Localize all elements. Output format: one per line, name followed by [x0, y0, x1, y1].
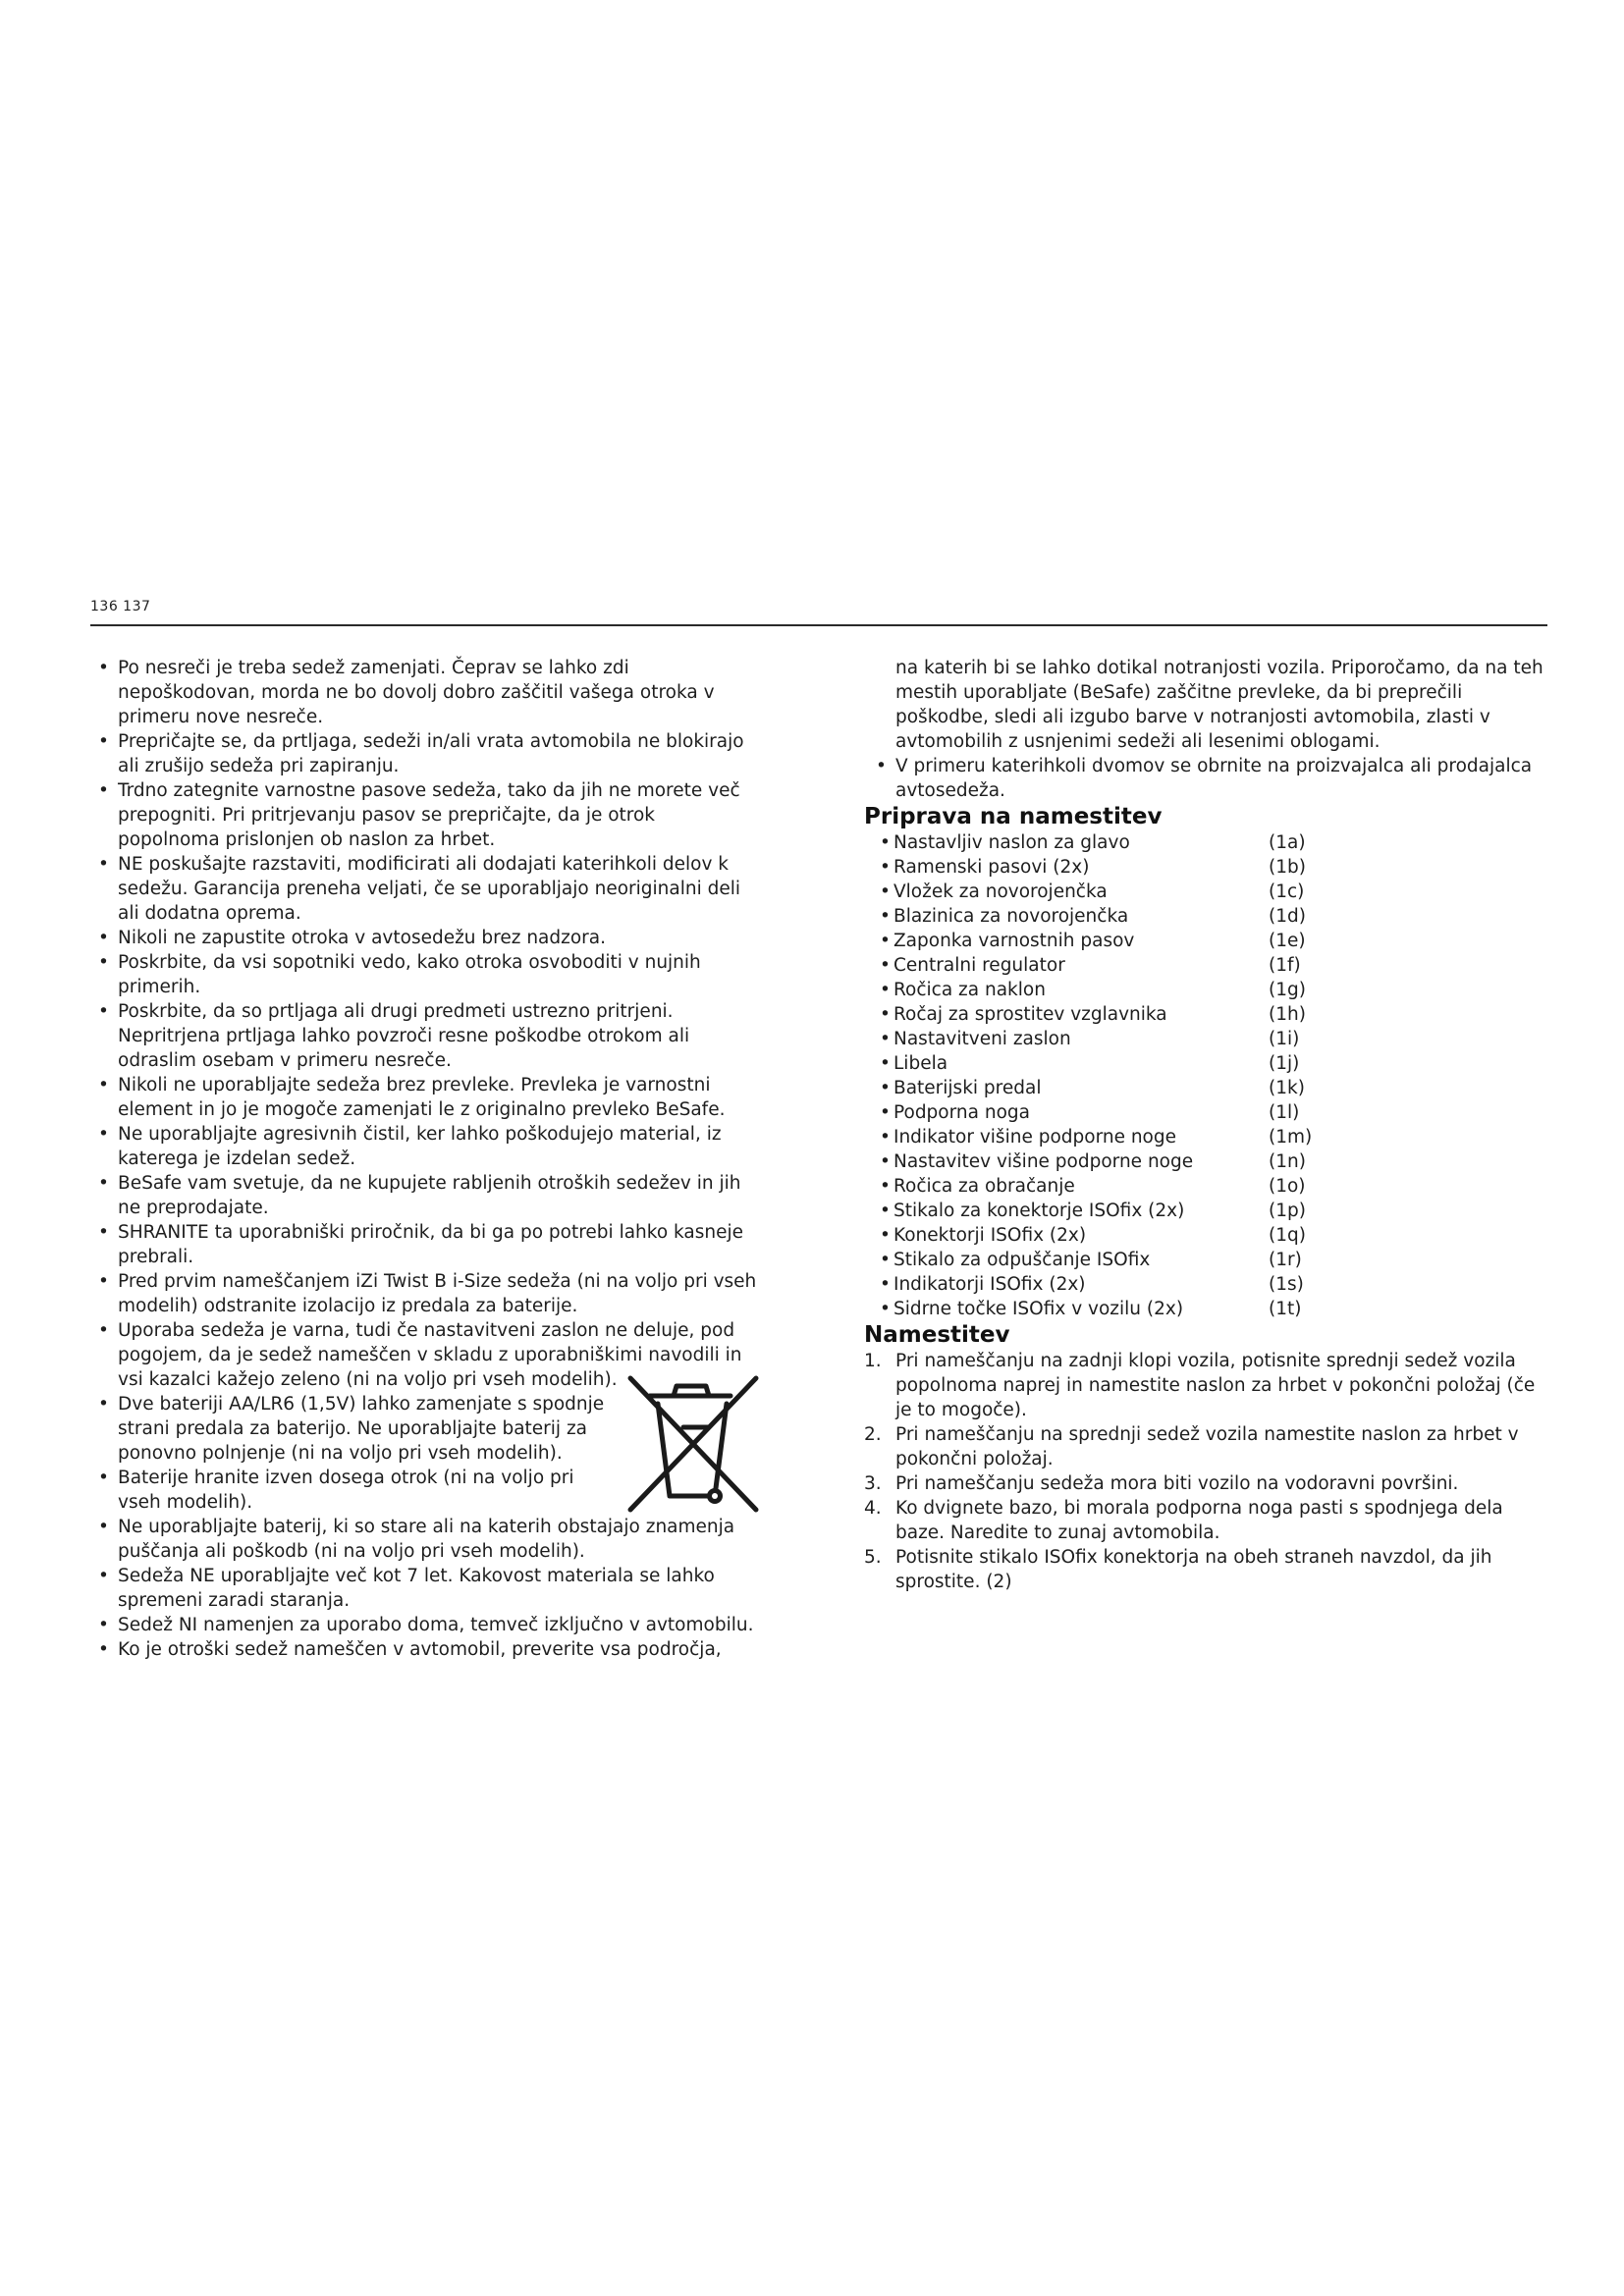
part-item — [880, 880, 1551, 904]
part-code: (1h) — [1269, 1004, 1306, 1025]
installation-heading: Namestitev — [864, 1322, 1010, 1348]
part-code: (1m) — [1269, 1127, 1313, 1148]
part-name: Stikalo za odpuščanje ISOfix — [893, 1250, 1151, 1270]
warning-item: • V primeru katerihkoli dvomov se obrnite na proizvajalca ali prodajalca avtosedeža. — [874, 754, 1551, 803]
part-name: Ročica za obračanje — [893, 1176, 1075, 1197]
part-item — [880, 830, 1551, 855]
step-text: Pri nameščanju sedeža mora biti vozilo na vodoravni površini. — [895, 1473, 1459, 1494]
part-item — [880, 904, 1551, 929]
part-name: Libela — [893, 1053, 948, 1074]
installation-steps — [864, 1349, 1551, 1594]
warning-item: • Baterije hranite izven dosega otrok (ni na voljo pri vseh modelih). — [96, 1466, 760, 1515]
part-name: Zaponka varnostnih pasov — [893, 931, 1135, 951]
warning-item: • Ko je otroški sedež nameščen v avtomobil, preverite vsa področja, — [96, 1637, 760, 1662]
part-code: (1q) — [1269, 1225, 1306, 1246]
part-item — [880, 1297, 1551, 1321]
part-code: (1i) — [1269, 1029, 1300, 1049]
part-code: (1j) — [1269, 1053, 1300, 1074]
part-name: Podporna noga — [893, 1102, 1030, 1123]
warning-item: • NE poskušajte razstaviti, modificirati ali dodajati katerihkoli delov k sedežu. Garancija preneha veljati, če se uporabljajo neoriginalni deli ali dodatna oprema. — [96, 852, 760, 926]
step-item — [864, 1545, 1551, 1594]
warning-item: • Nikoli ne zapustite otroka v avtosedežu brez nadzora. — [96, 926, 760, 950]
step-number: 3. — [864, 1473, 882, 1494]
part-name: Ramenski pasovi (2x) — [893, 857, 1090, 878]
part-code: (1b) — [1269, 857, 1306, 878]
step-item — [864, 1496, 1551, 1545]
part-item — [880, 1248, 1551, 1272]
part-name: Vložek za novorojenčka — [893, 881, 1108, 902]
part-code: (1p) — [1269, 1201, 1306, 1221]
left-column — [96, 656, 760, 1662]
warning-item: • Pred prvim nameščanjem iZi Twist B i-Size sedeža (ni na voljo pri vseh modelih) odstranite izolacijo iz predala za baterije. — [96, 1269, 760, 1318]
part-name: Indikatorji ISOfix (2x) — [893, 1274, 1086, 1295]
step-item — [864, 1471, 1551, 1496]
part-code: (1a) — [1269, 832, 1306, 853]
part-item — [880, 1002, 1551, 1027]
warning-item: • Ne uporabljajte baterij, ki so stare ali na katerih obstajajo znamenja puščanja ali poškodb (ni na voljo pri vseh modelih). — [96, 1515, 760, 1564]
warning-item: • BeSafe vam svetuje, da ne kupujete rabljenih otroških sedežev in jih ne preprodajate. — [96, 1171, 760, 1220]
part-item — [880, 855, 1551, 880]
part-code: (1e) — [1269, 931, 1306, 951]
header-rule — [90, 624, 1547, 626]
step-text: Potisnite stikalo ISOfix konektorja na obeh straneh navzdol, da jih sprostite. (2) — [895, 1547, 1492, 1592]
step-text: Pri nameščanju na zadnji klopi vozila, potisnite sprednji sedež vozila popolnoma naprej in namestite naslon za hrbet v pokončni položaj (če je to mogoče). — [895, 1351, 1536, 1420]
part-item — [880, 1076, 1551, 1100]
part-name: Nastavitev višine podporne noge — [893, 1151, 1194, 1172]
part-item — [880, 1100, 1551, 1125]
warning-item: • Ne uporabljajte agresivnih čistil, ker lahko poškodujejo material, iz katerega je izdelan sedež. — [96, 1122, 760, 1171]
part-item — [880, 929, 1551, 953]
page-number: 136 137 — [90, 599, 151, 614]
warning-item: • Poskrbite, da vsi sopotniki vedo, kako otroka osvoboditi v nujnih primerih. — [96, 950, 760, 999]
part-code: (1n) — [1269, 1151, 1306, 1172]
part-name: Indikator višine podporne noge — [893, 1127, 1177, 1148]
preparation-heading: Priprava na namestitev — [864, 804, 1163, 829]
warning-item: • Nikoli ne uporabljajte sedeža brez prevleke. Prevleka je varnostni element in jo je mogoče zamenjati le z originalno prevleko BeSafe. — [96, 1073, 760, 1122]
step-text: Pri nameščanju na sprednji sedež vozila namestite naslon za hrbet v pokončni položaj. — [895, 1424, 1519, 1469]
warning-item: • Prepričajte se, da prtljaga, sedeži in/ali vrata avtomobila ne blokirajo ali zrušijo sedeža pri zapiranju. — [96, 729, 760, 778]
part-item — [880, 953, 1551, 978]
part-item — [880, 978, 1551, 1002]
warning-item: • Po nesreči je treba sedež zamenjati. Čeprav se lahko zdi nepoškodovan, morda ne bo dovolj dobro zaščitil vašega otroka v primeru nove nesreče. — [96, 656, 760, 729]
warning-item: • SHRANITE ta uporabniški priročnik, da bi ga po potrebi lahko kasneje prebrali. — [96, 1220, 760, 1269]
step-item — [864, 1422, 1551, 1471]
warning-item: • Sedeža NE uporabljajte več kot 7 let. Kakovost materiala se lahko spremeni zaradi staranja. — [96, 1564, 760, 1613]
step-item — [864, 1349, 1551, 1422]
part-code: (1f) — [1269, 955, 1301, 976]
part-item — [880, 1051, 1551, 1076]
part-code: (1c) — [1269, 881, 1305, 902]
part-name: Nastavitveni zaslon — [893, 1029, 1071, 1049]
part-name: Ročica za naklon — [893, 980, 1046, 1000]
part-name: Nastavljiv naslon za glavo — [893, 832, 1130, 853]
part-code: (1r) — [1269, 1250, 1302, 1270]
part-item — [880, 1174, 1551, 1199]
part-item — [880, 1272, 1551, 1297]
continuation-bullets — [874, 754, 1551, 803]
continuation-block — [895, 656, 1551, 754]
step-number: 2. — [864, 1424, 882, 1445]
part-code: (1d) — [1269, 906, 1306, 927]
part-code: (1l) — [1269, 1102, 1300, 1123]
part-item — [880, 1027, 1551, 1051]
warning-item: • Trdno zategnite varnostne pasove sedeža, tako da jih ne morete več prepogniti. Pri pritrjevanju pasov se prepričajte, da je otrok popolnoma prislonjen ob naslon za hrbet. — [96, 778, 760, 852]
part-name: Blazinica za novorojenčka — [893, 906, 1129, 927]
part-name: Konektorji ISOfix (2x) — [893, 1225, 1087, 1246]
part-item — [880, 1125, 1551, 1149]
step-number: 1. — [864, 1351, 882, 1371]
continuation-text: na katerih bi se lahko dotikal notranjosti vozila. Priporočamo, da na teh mestih uporabljate (BeSafe) zaščitne prevleke, da bi preprečili poškodbe, sledi ali izgubo barve v notranjosti avtomobila, zlasti v avtomobilih z usnjenimi sedeži ali lesenimi oblogami. — [895, 658, 1543, 752]
part-name: Stikalo za konektorje ISOfix (2x) — [893, 1201, 1185, 1221]
step-text: Ko dvignete bazo, bi morala podporna noga pasti s spodnjega dela baze. Naredite to zunaj avtomobila. — [895, 1498, 1503, 1543]
warning-item: • Dve bateriji AA/LR6 (1,5V) lahko zamenjate s spodnje strani predala za baterijo. Ne uporabljajte baterij za ponovno polnjenje (ni na voljo pri vseh modelih). — [96, 1392, 760, 1466]
part-item — [880, 1223, 1551, 1248]
safety-warnings-list — [96, 656, 760, 1662]
step-number: 5. — [864, 1547, 882, 1568]
parts-list — [864, 830, 1551, 1321]
part-code: (1o) — [1269, 1176, 1306, 1197]
part-code: (1s) — [1269, 1274, 1304, 1295]
part-name: Centralni regulator — [893, 955, 1065, 976]
part-code: (1t) — [1269, 1299, 1302, 1319]
warning-item: • Poskrbite, da so prtljaga ali drugi predmeti ustrezno pritrjeni. Nepritrjena prtljaga lahko povzroči resne poškodbe otrokom ali odraslim osebam v primeru nesreče. — [96, 999, 760, 1073]
part-code: (1k) — [1269, 1078, 1305, 1098]
part-item — [880, 1199, 1551, 1223]
warning-item: • Uporaba sedeža je varna, tudi če nastavitveni zaslon ne deluje, pod pogojem, da je sedež nameščen v skladu z uporabniškimi navodili in vsi kazalci kažejo zeleno (ni na voljo pri vseh modelih). — [96, 1318, 760, 1392]
part-name: Ročaj za sprostitev vzglavnika — [893, 1004, 1167, 1025]
part-code: (1g) — [1269, 980, 1306, 1000]
part-name: Sidrne točke ISOfix v vozilu (2x) — [893, 1299, 1184, 1319]
part-name: Baterijski predal — [893, 1078, 1042, 1098]
right-column — [864, 656, 1551, 1594]
part-item — [880, 1149, 1551, 1174]
step-number: 4. — [864, 1498, 882, 1519]
warning-item: • Sedež NI namenjen za uporabo doma, temveč izključno v avtomobilu. — [96, 1613, 760, 1637]
